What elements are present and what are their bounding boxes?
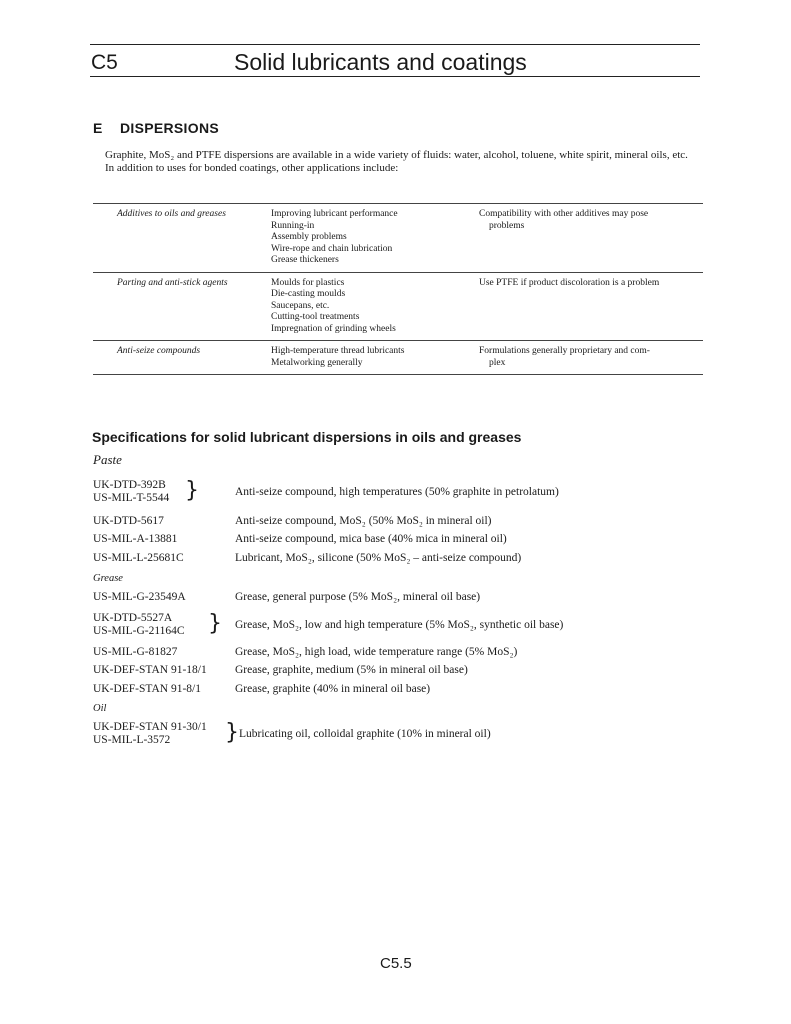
use-item: Die-casting moulds [271, 289, 346, 299]
note-line: Use PTFE if product discoloration is a problem [479, 277, 660, 288]
applications-table [93, 203, 703, 375]
spec-code: UK-DTD-392B [93, 479, 166, 491]
spec-code: UK-DEF-STAN 91-8/1 [93, 683, 202, 695]
note-line: plex [489, 357, 506, 368]
use-item: Running-in [271, 220, 315, 231]
section-letter: E [93, 120, 103, 136]
use-item: Saucepans, etc. [271, 300, 330, 311]
intro-paragraph-1: Graphite, MoS₂ and PTFE dispersions are available in a wide variety of fluids: water, alcohol, toluene, white spirit, mineral oils, etc. [105, 149, 688, 161]
table-row [93, 203, 703, 272]
use-item: Grease thickeners [271, 255, 339, 265]
spec-code: US-MIL-A-13881 [93, 533, 178, 545]
use-item: Improving lubricant performance [271, 209, 398, 219]
spec-code: US-MIL-G-21164C [93, 625, 185, 637]
table-note [479, 346, 699, 369]
specifications-title: Specifications for solid lubricant dispersions in oils and greases [92, 429, 522, 445]
spec-description: Grease, MoS₂, low and high temperature (5% MoS₂, synthetic oil base) [235, 619, 564, 631]
header-rule-bottom [90, 76, 700, 77]
table-category: Anti-seize compounds [117, 346, 201, 356]
grease-label: Grease [93, 573, 123, 584]
section-heading [93, 120, 219, 136]
use-item: Metalworking generally [271, 357, 363, 368]
spec-code: US-MIL-L-3572 [93, 734, 171, 746]
use-item: Impregnation of grinding wheels [271, 323, 396, 334]
use-item: Moulds for plastics [271, 277, 345, 288]
note-line: Compatibility with other additives may pose [479, 209, 649, 219]
use-item: Cutting-tool treatments [271, 312, 360, 322]
table-row [93, 272, 703, 341]
spec-description: Anti-seize compound, mica base (40% mica in mineral oil) [235, 533, 507, 545]
section-code: C5 [91, 51, 118, 74]
table-note [479, 209, 699, 267]
table-uses [271, 209, 479, 267]
spec-description: Grease, MoS₂, high load, wide temperature range (5% MoS₂) [235, 646, 518, 658]
spec-description: Grease, graphite (40% in mineral oil base) [235, 683, 431, 695]
spec-description: Anti-seize compound, high temperatures (50% graphite in petrolatum) [235, 486, 559, 498]
spec-description: Anti-seize compound, MoS₂ (50% MoS₂ in mineral oil) [235, 515, 492, 527]
spec-description: Lubricant, MoS₂, silicone (50% MoS₂ – anti-seize compound) [235, 552, 522, 564]
page-number: C5.5 [380, 955, 412, 972]
header-rule-top [90, 44, 700, 45]
spec-description: Grease, graphite, medium (5% in mineral oil base) [235, 664, 468, 676]
table-category: Additives to oils and greases [117, 209, 226, 219]
use-item: High-temperature thread lubricants [271, 346, 405, 356]
note-line: problems [489, 220, 525, 231]
intro-text [93, 149, 705, 175]
spec-code: US-MIL-G-81827 [93, 646, 178, 658]
spec-code: UK-DEF-STAN 91-18/1 [93, 664, 207, 676]
table-category: Parting and anti-stick agents [117, 277, 228, 288]
brace-icon: } [225, 720, 239, 745]
table-note [479, 278, 699, 336]
use-item: Assembly problems [271, 232, 347, 242]
spec-code: UK-DEF-STAN 91-30/1 [93, 721, 207, 733]
table-uses [271, 278, 479, 336]
spec-description: Grease, general purpose (5% MoS₂, mineral oil base) [235, 591, 481, 603]
intro-paragraph-2: In addition to uses for bonded coatings, other applications include: [105, 162, 399, 174]
spec-code: US-MIL-L-25681C [93, 552, 184, 564]
spec-code: UK-DTD-5617 [93, 515, 164, 527]
spec-description: Lubricating oil, colloidal graphite (10% in mineral oil) [239, 728, 491, 740]
spec-code: US-MIL-T-5544 [93, 492, 170, 504]
paste-label: Paste [93, 452, 122, 467]
spec-code: UK-DTD-5527A [93, 612, 173, 624]
page-title: Solid lubricants and coatings [234, 49, 527, 75]
spec-code: US-MIL-G-23549A [93, 591, 186, 603]
brace-icon: } [185, 478, 199, 503]
note-line: Formulations generally proprietary and com- [479, 346, 650, 356]
use-item: Wire-rope and chain lubrication [271, 243, 393, 254]
table-row [93, 340, 703, 375]
brace-icon: } [208, 611, 222, 636]
oil-label: Oil [93, 703, 107, 714]
section-heading-text: DISPERSIONS [120, 120, 219, 136]
table-uses [271, 346, 479, 369]
